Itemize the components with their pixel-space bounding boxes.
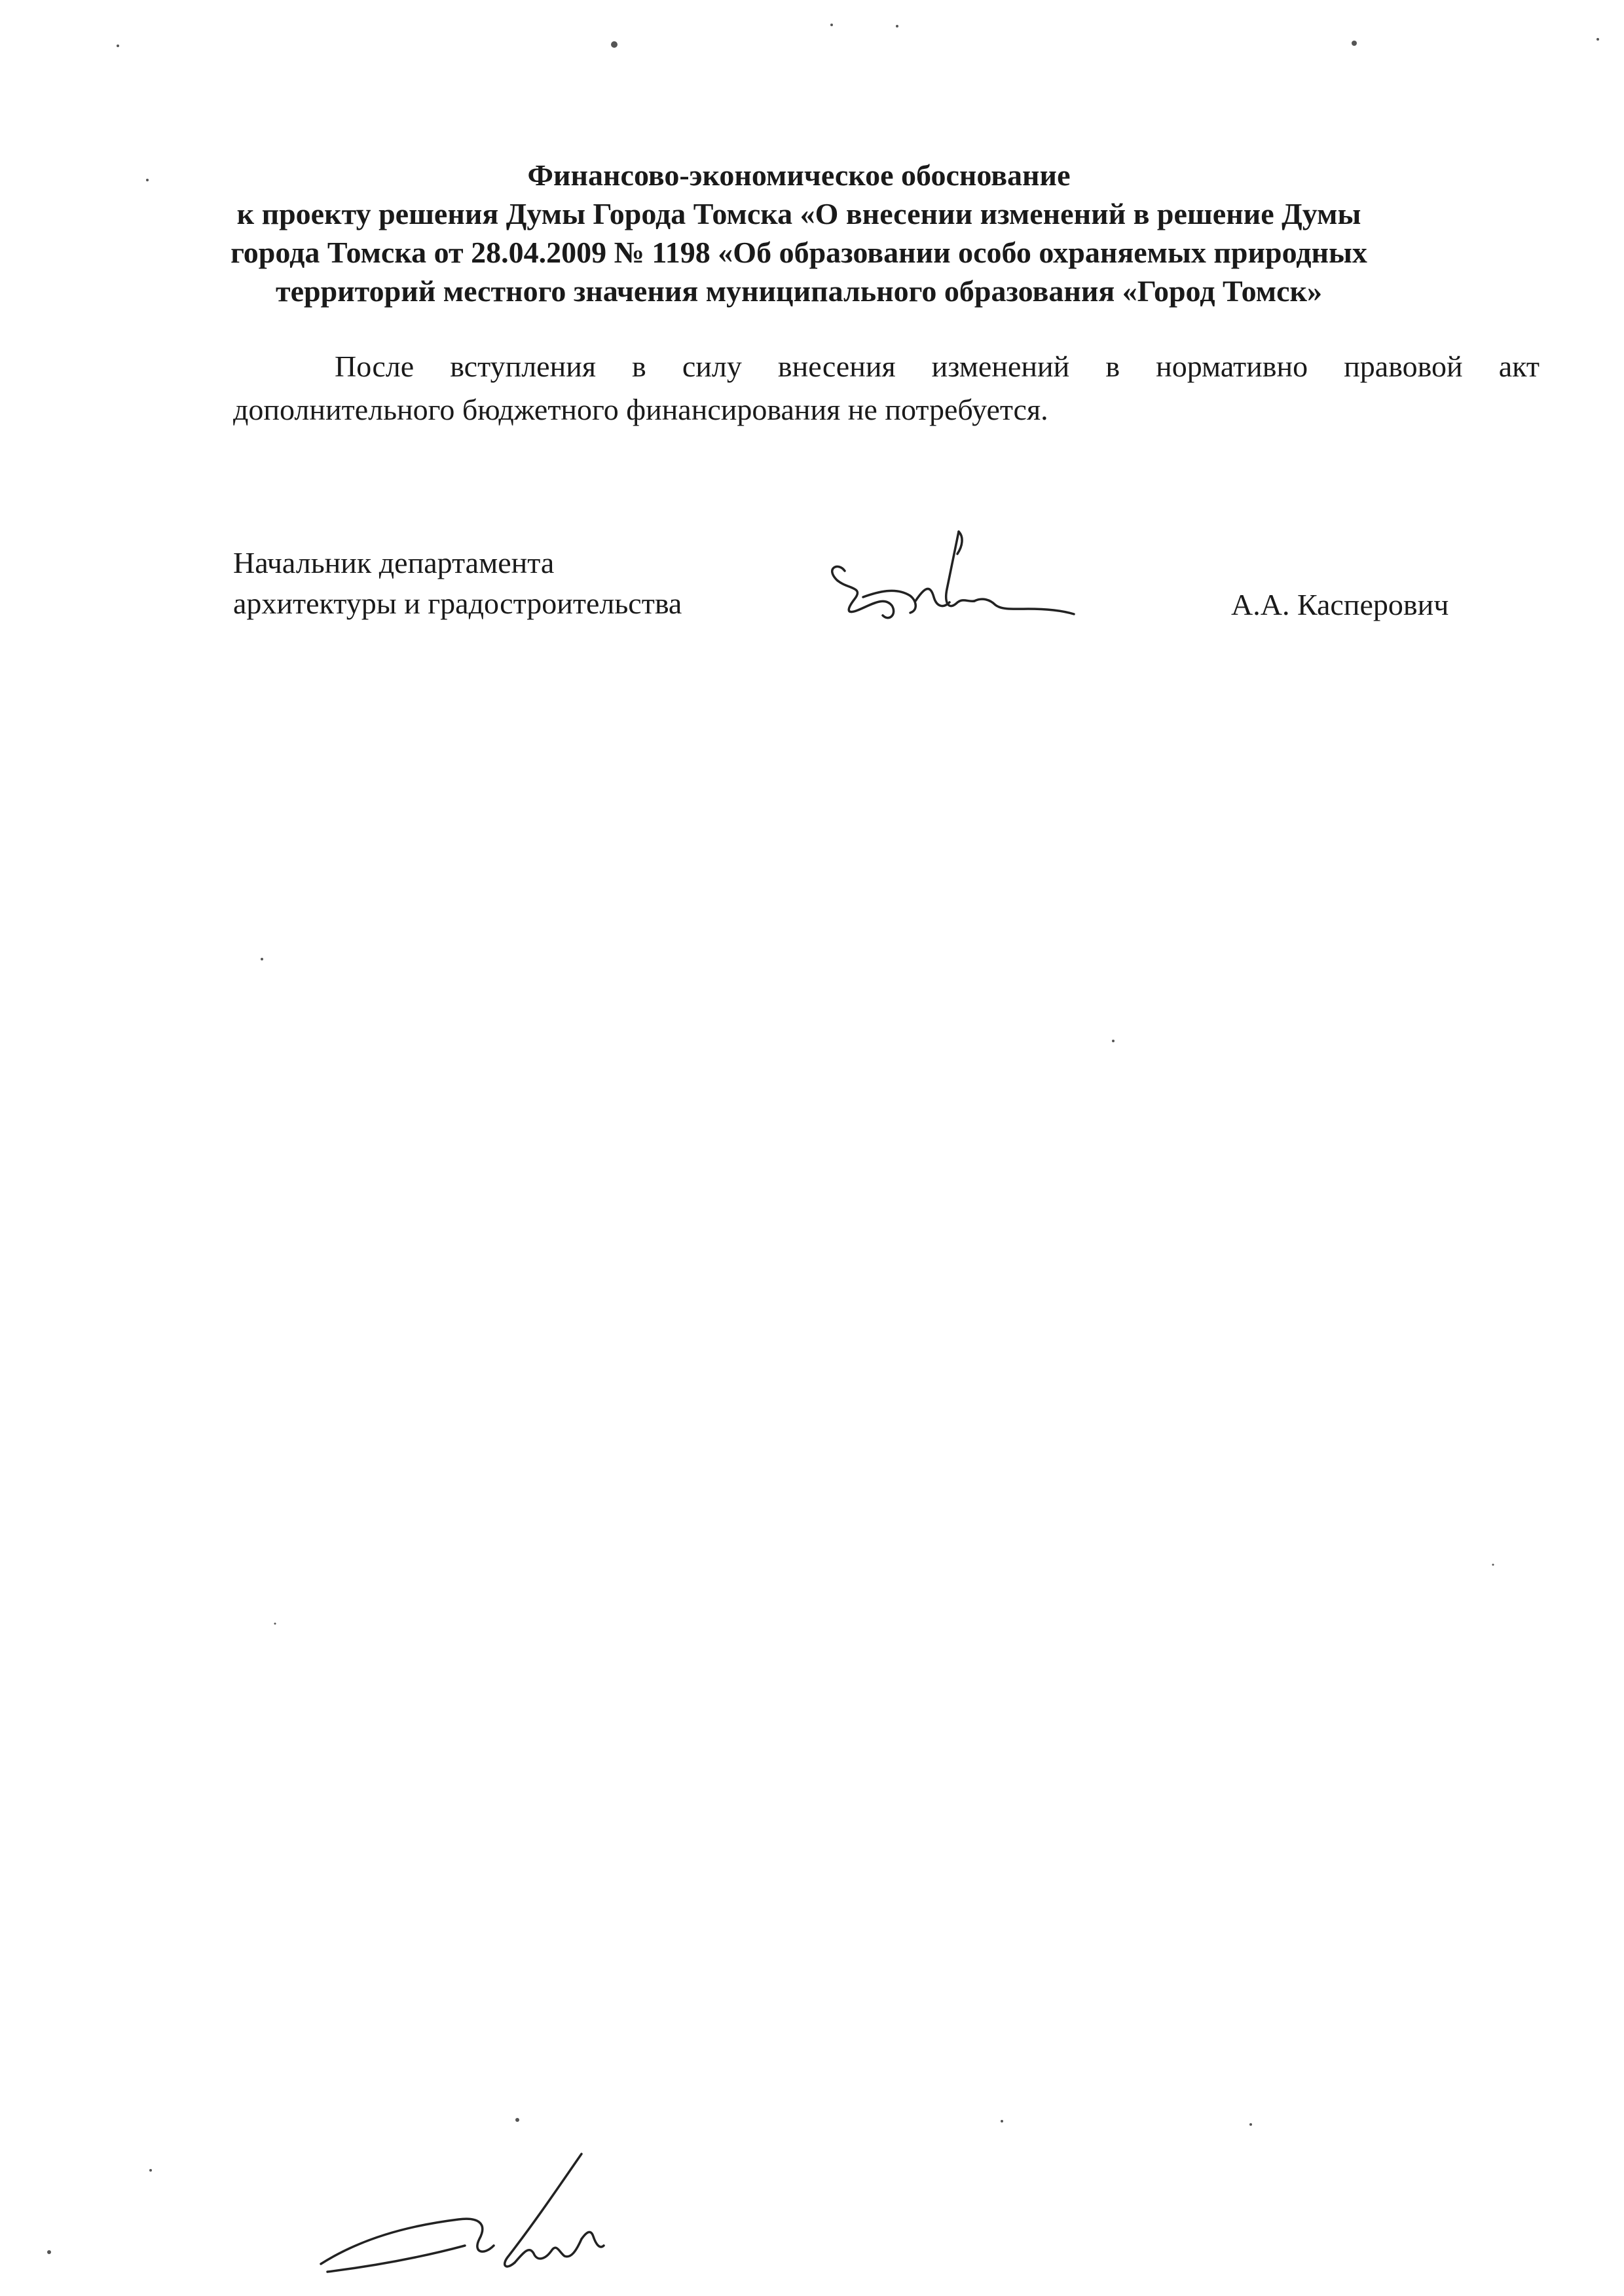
body-line-1: После вступления в силу внесения изменений в нормативно правовой акт (335, 350, 1540, 383)
document-heading (216, 156, 1382, 310)
heading-line-4: территорий местного значения муниципального образования «Город Томск» (275, 274, 1322, 308)
handwritten-signature (819, 524, 1080, 648)
signatory-title-line-1: Начальник департамента (233, 546, 555, 579)
signatory-title-line-2: архитектуры и градостроительства (233, 587, 682, 620)
handwritten-visa (308, 2141, 648, 2285)
heading-line-3: города Томска от 28.04.2009 № 1198 «Об образовании особо охраняемых природных (231, 236, 1367, 269)
signatory-name: А.А. Касперович (1231, 588, 1449, 621)
body-paragraph (233, 345, 1540, 431)
heading-line-1: Финансово-экономическое обоснование (527, 158, 1071, 192)
heading-line-2: к проекту решения Думы Города Томска «О внесении изменений в решение Думы (236, 197, 1361, 230)
signatory-title (233, 543, 682, 624)
body-line-2: дополнительного бюджетного финансирования не потребуется. (233, 393, 1048, 426)
